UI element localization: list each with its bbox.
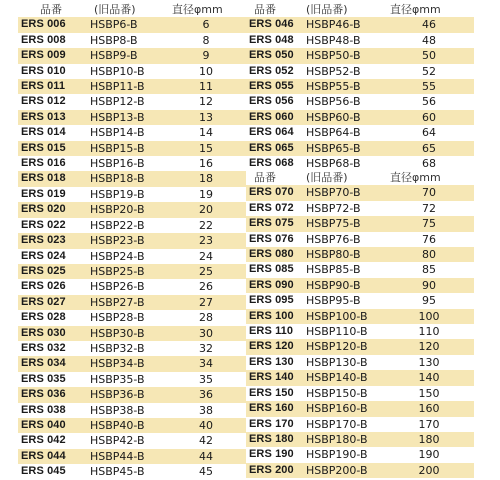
part-number-cell: ERS 036 — [18, 387, 88, 402]
right-parts-table-lower — [246, 170, 474, 478]
old-part-number-cell: HSBP25-B — [88, 264, 166, 279]
part-number-cell: ERS 027 — [18, 295, 88, 310]
old-part-number-cell: HSBP45-B — [88, 464, 166, 479]
table-row — [246, 232, 474, 247]
part-number-cell: ERS 095 — [246, 293, 304, 308]
diameter-cell: 38 — [166, 403, 246, 418]
part-number-cell: ERS 020 — [18, 202, 88, 217]
diameter-cell: 30 — [166, 326, 246, 341]
table-row — [18, 171, 246, 186]
old-part-number-cell: HSBP95-B — [304, 293, 384, 308]
part-number-cell: ERS 170 — [246, 417, 304, 432]
part-number-cell: ERS 035 — [18, 372, 88, 387]
table-row — [246, 447, 474, 462]
part-number-cell: ERS 018 — [18, 171, 88, 186]
part-number-cell: ERS 120 — [246, 339, 304, 354]
old-part-number-cell: HSBP24-B — [88, 249, 166, 264]
table-row — [18, 295, 246, 310]
old-part-number-cell: HSBP14-B — [88, 125, 166, 140]
part-number-cell: ERS 070 — [246, 185, 304, 200]
part-number-cell: ERS 180 — [246, 432, 304, 447]
table-row — [246, 141, 474, 156]
diameter-cell: 72 — [384, 201, 474, 216]
diameter-cell: 100 — [384, 309, 474, 324]
old-part-number-cell: HSBP10-B — [88, 64, 166, 79]
diameter-cell: 26 — [166, 279, 246, 294]
old-part-number-cell: HSBP56-B — [304, 94, 384, 109]
old-part-number-cell: HSBP110-B — [304, 324, 384, 339]
table-row — [18, 418, 246, 433]
diameter-cell: 46 — [384, 17, 474, 32]
old-part-number-cell: HSBP42-B — [88, 433, 166, 448]
table-row — [18, 264, 246, 279]
part-number-cell: ERS 150 — [246, 386, 304, 401]
diameter-cell: 75 — [384, 216, 474, 231]
table-row — [18, 341, 246, 356]
old-part-number-cell: HSBP130-B — [304, 355, 384, 370]
part-number-cell: ERS 140 — [246, 370, 304, 385]
old-part-number-cell: HSBP52-B — [304, 64, 384, 79]
diameter-cell: 150 — [384, 386, 474, 401]
old-part-number-cell: HSBP28-B — [88, 310, 166, 325]
diameter-cell: 70 — [384, 185, 474, 200]
header-old-part-no: (旧品番) — [304, 2, 384, 17]
old-part-number-cell: HSBP19-B — [88, 187, 166, 202]
table-row — [246, 201, 474, 216]
old-part-number-cell: HSBP8-B — [88, 33, 166, 48]
table-row — [18, 249, 246, 264]
old-part-number-cell: HSBP100-B — [304, 309, 384, 324]
old-part-number-cell: HSBP34-B — [88, 356, 166, 371]
old-part-number-cell: HSBP36-B — [88, 387, 166, 402]
table-row — [246, 110, 474, 125]
old-part-number-cell: HSBP140-B — [304, 370, 384, 385]
table-row — [18, 94, 246, 109]
old-part-number-cell: HSBP85-B — [304, 262, 384, 277]
old-part-number-cell: HSBP20-B — [88, 202, 166, 217]
table-row — [246, 125, 474, 140]
old-part-number-cell: HSBP72-B — [304, 201, 384, 216]
table-row — [18, 218, 246, 233]
table-row — [18, 156, 246, 171]
old-part-number-cell: HSBP15-B — [88, 141, 166, 156]
part-number-cell: ERS 016 — [18, 156, 88, 171]
table-row — [246, 355, 474, 370]
table-row — [246, 64, 474, 79]
diameter-cell: 13 — [166, 110, 246, 125]
diameter-cell: 85 — [384, 262, 474, 277]
table-row — [246, 216, 474, 231]
diameter-cell: 110 — [384, 324, 474, 339]
diameter-cell: 120 — [384, 339, 474, 354]
diameter-cell: 6 — [166, 17, 246, 32]
diameter-cell: 32 — [166, 341, 246, 356]
part-number-cell: ERS 190 — [246, 447, 304, 462]
table-row — [18, 202, 246, 217]
header-diameter: 直径φmm — [384, 2, 474, 17]
diameter-cell: 24 — [166, 249, 246, 264]
old-part-number-cell: HSBP80-B — [304, 247, 384, 262]
part-number-cell: ERS 026 — [18, 279, 88, 294]
old-part-number-cell: HSBP16-B — [88, 156, 166, 171]
diameter-cell: 19 — [166, 187, 246, 202]
diameter-cell: 160 — [384, 401, 474, 416]
old-part-number-cell: HSBP30-B — [88, 326, 166, 341]
old-part-number-cell: HSBP160-B — [304, 401, 384, 416]
part-number-cell: ERS 014 — [18, 125, 88, 140]
part-number-cell: ERS 013 — [18, 110, 88, 125]
part-number-cell: ERS 015 — [18, 141, 88, 156]
part-number-cell: ERS 023 — [18, 233, 88, 248]
part-number-cell: ERS 024 — [18, 249, 88, 264]
part-number-cell: ERS 012 — [18, 94, 88, 109]
diameter-cell: 23 — [166, 233, 246, 248]
part-number-cell: ERS 060 — [246, 110, 304, 125]
table-row — [246, 339, 474, 354]
table-row — [18, 48, 246, 63]
table-row — [18, 279, 246, 294]
part-number-cell: ERS 100 — [246, 309, 304, 324]
part-number-cell: ERS 110 — [246, 324, 304, 339]
part-number-cell: ERS 090 — [246, 278, 304, 293]
old-part-number-cell: HSBP65-B — [304, 141, 384, 156]
table-header — [246, 170, 474, 185]
part-number-cell: ERS 076 — [246, 232, 304, 247]
table-row — [18, 187, 246, 202]
old-part-number-cell: HSBP32-B — [88, 341, 166, 356]
table-row — [246, 79, 474, 94]
table-row — [18, 233, 246, 248]
old-part-number-cell: HSBP11-B — [88, 79, 166, 94]
part-number-cell: ERS 130 — [246, 355, 304, 370]
diameter-cell: 36 — [166, 387, 246, 402]
diameter-cell: 18 — [166, 171, 246, 186]
header-part-no: 品番 — [246, 170, 304, 185]
old-part-number-cell: HSBP22-B — [88, 218, 166, 233]
old-part-number-cell: HSBP27-B — [88, 295, 166, 310]
right-parts-table-upper — [246, 2, 474, 171]
table-header — [18, 2, 246, 17]
part-number-cell: ERS 006 — [18, 17, 88, 32]
diameter-cell: 68 — [384, 156, 474, 171]
old-part-number-cell: HSBP48-B — [304, 33, 384, 48]
diameter-cell: 140 — [384, 370, 474, 385]
table-row — [18, 356, 246, 371]
part-number-cell: ERS 050 — [246, 48, 304, 63]
part-number-cell: ERS 019 — [18, 187, 88, 202]
table-row — [246, 293, 474, 308]
left-parts-table — [18, 2, 246, 480]
table-row — [246, 185, 474, 200]
part-number-cell: ERS 022 — [18, 218, 88, 233]
diameter-cell: 90 — [384, 278, 474, 293]
diameter-cell: 80 — [384, 247, 474, 262]
old-part-number-cell: HSBP26-B — [88, 279, 166, 294]
old-part-number-cell: HSBP44-B — [88, 449, 166, 464]
diameter-cell: 28 — [166, 310, 246, 325]
table-row — [246, 386, 474, 401]
part-number-cell: ERS 045 — [18, 464, 88, 479]
old-part-number-cell: HSBP6-B — [88, 17, 166, 32]
diameter-cell: 64 — [384, 125, 474, 140]
table-row — [246, 401, 474, 416]
table-row — [18, 372, 246, 387]
old-part-number-cell: HSBP46-B — [304, 17, 384, 32]
old-part-number-cell: HSBP170-B — [304, 417, 384, 432]
table-row — [18, 310, 246, 325]
diameter-cell: 40 — [166, 418, 246, 433]
diameter-cell: 45 — [166, 464, 246, 479]
old-part-number-cell: HSBP12-B — [88, 94, 166, 109]
part-number-cell: ERS 030 — [18, 326, 88, 341]
old-part-number-cell: HSBP18-B — [88, 171, 166, 186]
table-row — [18, 403, 246, 418]
table-row — [246, 247, 474, 262]
diameter-cell: 25 — [166, 264, 246, 279]
header-part-no: 品番 — [246, 2, 304, 17]
part-number-cell: ERS 038 — [18, 403, 88, 418]
diameter-cell: 44 — [166, 449, 246, 464]
table-row — [246, 463, 474, 478]
part-number-cell: ERS 065 — [246, 141, 304, 156]
old-part-number-cell: HSBP200-B — [304, 463, 384, 478]
table-row — [18, 79, 246, 94]
old-part-number-cell: HSBP9-B — [88, 48, 166, 63]
old-part-number-cell: HSBP13-B — [88, 110, 166, 125]
diameter-cell: 10 — [166, 64, 246, 79]
diameter-cell: 170 — [384, 417, 474, 432]
part-number-cell: ERS 052 — [246, 64, 304, 79]
table-row — [18, 449, 246, 464]
diameter-cell: 15 — [166, 141, 246, 156]
diameter-cell: 20 — [166, 202, 246, 217]
old-part-number-cell: HSBP68-B — [304, 156, 384, 171]
table-row — [246, 432, 474, 447]
part-number-cell: ERS 032 — [18, 341, 88, 356]
diameter-cell: 95 — [384, 293, 474, 308]
diameter-cell: 48 — [384, 33, 474, 48]
part-number-cell: ERS 044 — [18, 449, 88, 464]
table-row — [246, 33, 474, 48]
header-diameter: 直径φmm — [384, 170, 474, 185]
part-number-cell: ERS 040 — [18, 418, 88, 433]
old-part-number-cell: HSBP35-B — [88, 372, 166, 387]
part-number-cell: ERS 025 — [18, 264, 88, 279]
diameter-cell: 22 — [166, 218, 246, 233]
part-number-cell: ERS 042 — [18, 433, 88, 448]
old-part-number-cell: HSBP150-B — [304, 386, 384, 401]
table-row — [246, 94, 474, 109]
header-old-part-no: (旧品番) — [88, 2, 166, 17]
part-number-cell: ERS 080 — [246, 247, 304, 262]
diameter-cell: 34 — [166, 356, 246, 371]
old-part-number-cell: HSBP180-B — [304, 432, 384, 447]
table-header — [246, 2, 474, 17]
diameter-cell: 8 — [166, 33, 246, 48]
part-number-cell: ERS 072 — [246, 201, 304, 216]
old-part-number-cell: HSBP50-B — [304, 48, 384, 63]
diameter-cell: 27 — [166, 295, 246, 310]
part-number-cell: ERS 056 — [246, 94, 304, 109]
table-row — [18, 387, 246, 402]
old-part-number-cell: HSBP90-B — [304, 278, 384, 293]
table-row — [246, 324, 474, 339]
table-row — [18, 64, 246, 79]
diameter-cell: 12 — [166, 94, 246, 109]
old-part-number-cell: HSBP120-B — [304, 339, 384, 354]
part-number-cell: ERS 028 — [18, 310, 88, 325]
table-row — [246, 48, 474, 63]
diameter-cell: 190 — [384, 447, 474, 462]
diameter-cell: 60 — [384, 110, 474, 125]
table-row — [18, 433, 246, 448]
diameter-cell: 9 — [166, 48, 246, 63]
old-part-number-cell: HSBP70-B — [304, 185, 384, 200]
part-number-cell: ERS 048 — [246, 33, 304, 48]
table-row — [246, 417, 474, 432]
diameter-cell: 42 — [166, 433, 246, 448]
table-row — [18, 141, 246, 156]
old-part-number-cell: HSBP40-B — [88, 418, 166, 433]
table-row — [246, 17, 474, 32]
diameter-cell: 130 — [384, 355, 474, 370]
old-part-number-cell: HSBP60-B — [304, 110, 384, 125]
old-part-number-cell: HSBP23-B — [88, 233, 166, 248]
diameter-cell: 200 — [384, 463, 474, 478]
part-number-cell: ERS 011 — [18, 79, 88, 94]
old-part-number-cell: HSBP76-B — [304, 232, 384, 247]
header-part-no: 品番 — [18, 2, 88, 17]
diameter-cell: 65 — [384, 141, 474, 156]
table-row — [18, 33, 246, 48]
table-row — [246, 309, 474, 324]
part-number-cell: ERS 055 — [246, 79, 304, 94]
diameter-cell: 14 — [166, 125, 246, 140]
table-row — [246, 278, 474, 293]
header-old-part-no: (旧品番) — [304, 170, 384, 185]
table-row — [18, 464, 246, 479]
diameter-cell: 55 — [384, 79, 474, 94]
table-row — [18, 110, 246, 125]
part-number-cell: ERS 085 — [246, 262, 304, 277]
part-number-cell: ERS 010 — [18, 64, 88, 79]
table-row — [18, 125, 246, 140]
table-row — [18, 17, 246, 32]
part-number-cell: ERS 034 — [18, 356, 88, 371]
part-number-cell: ERS 160 — [246, 401, 304, 416]
part-number-cell: ERS 200 — [246, 463, 304, 478]
diameter-cell: 11 — [166, 79, 246, 94]
part-number-cell: ERS 009 — [18, 48, 88, 63]
diameter-cell: 180 — [384, 432, 474, 447]
table-row — [246, 370, 474, 385]
part-number-cell: ERS 064 — [246, 125, 304, 140]
diameter-cell: 76 — [384, 232, 474, 247]
part-number-cell: ERS 068 — [246, 156, 304, 171]
part-number-cell: ERS 075 — [246, 216, 304, 231]
old-part-number-cell: HSBP190-B — [304, 447, 384, 462]
table-row — [18, 326, 246, 341]
old-part-number-cell: HSBP38-B — [88, 403, 166, 418]
table-row — [246, 262, 474, 277]
old-part-number-cell: HSBP55-B — [304, 79, 384, 94]
header-diameter: 直径φmm — [166, 2, 246, 17]
diameter-cell: 52 — [384, 64, 474, 79]
part-number-cell: ERS 008 — [18, 33, 88, 48]
part-number-cell: ERS 046 — [246, 17, 304, 32]
old-part-number-cell: HSBP75-B — [304, 216, 384, 231]
diameter-cell: 56 — [384, 94, 474, 109]
diameter-cell: 35 — [166, 372, 246, 387]
diameter-cell: 50 — [384, 48, 474, 63]
diameter-cell: 16 — [166, 156, 246, 171]
old-part-number-cell: HSBP64-B — [304, 125, 384, 140]
